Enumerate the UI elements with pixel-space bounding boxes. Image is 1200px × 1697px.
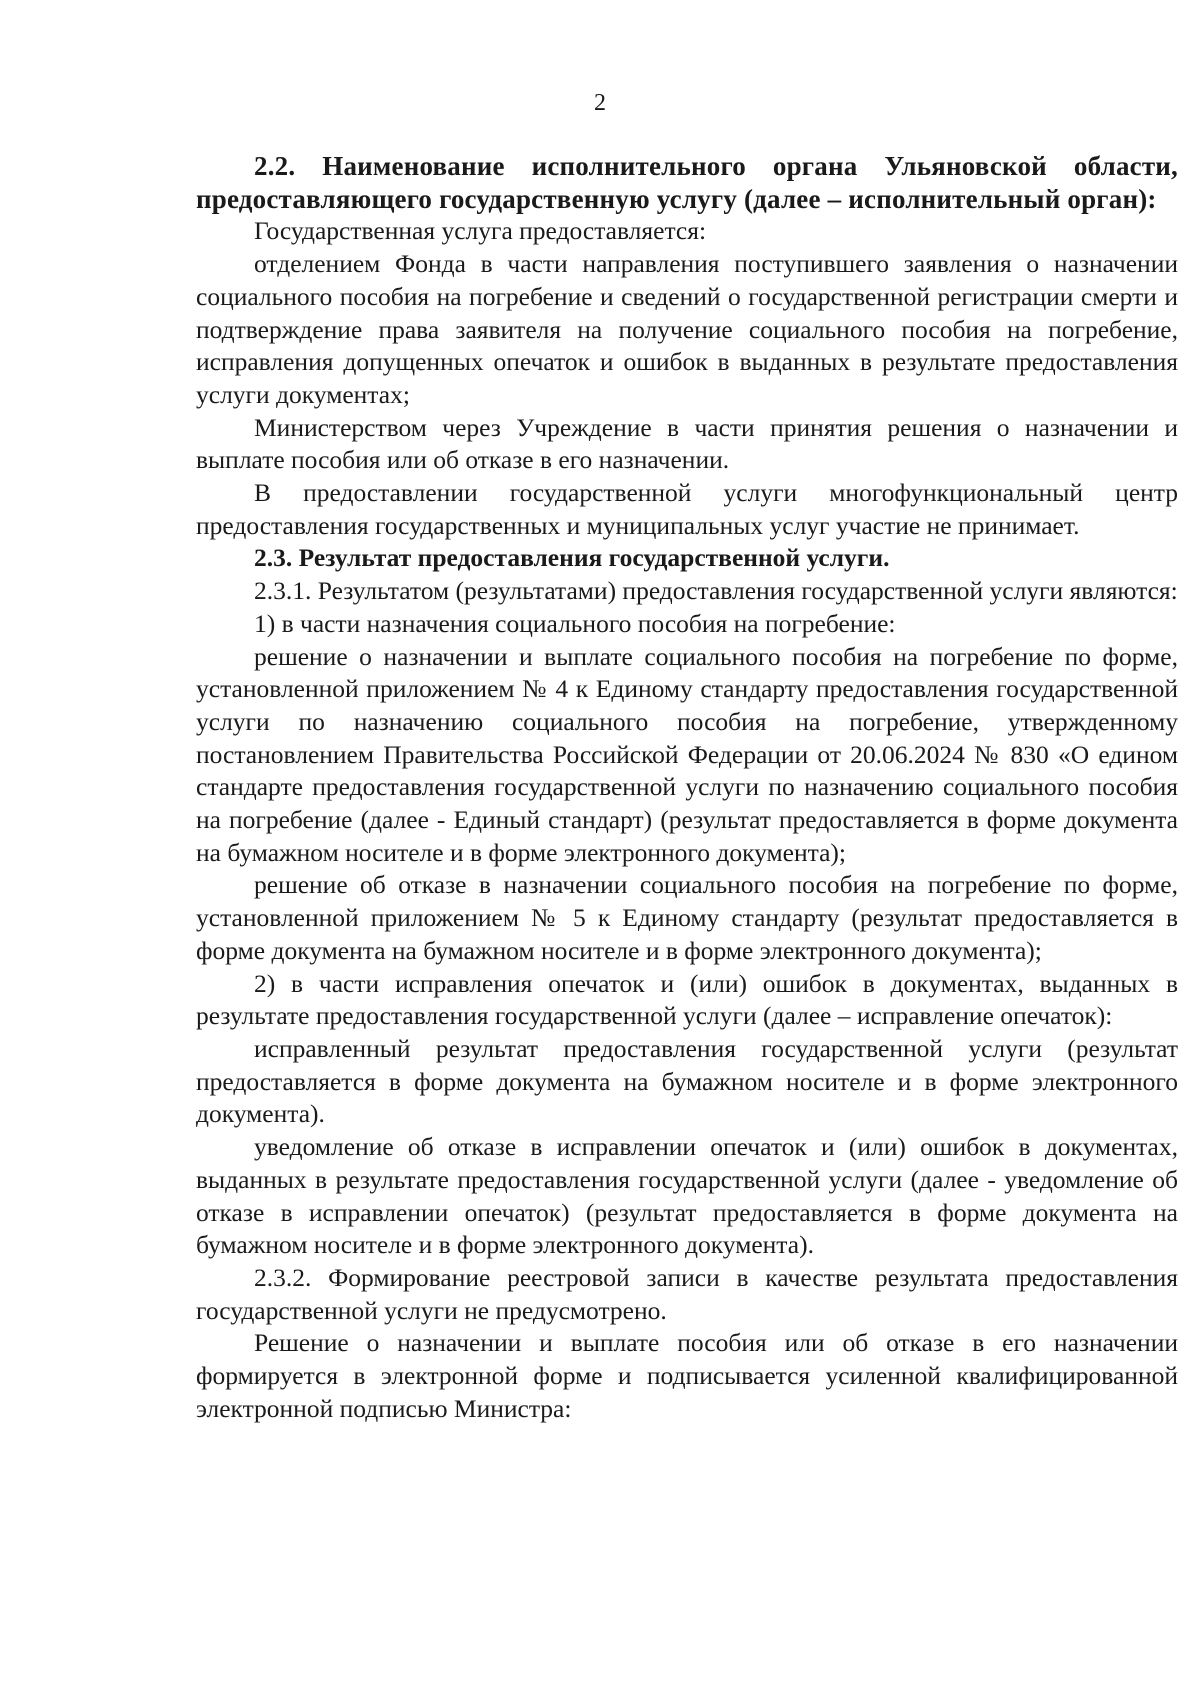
paragraph: 2.3.1. Результатом (результатами) предоставления государственной услуги являются: (254, 576, 1178, 606)
paragraph: уведомление об отказе в исправлении опечаток и (или) ошибок в документах, выданных в результате предоставления государственной услуги (далее - уведомление об отказе в исправлении опечаток) (результат предоставляется в форме документа на бумажном носителе и в форме электронного документа). (196, 1132, 1178, 1260)
section-heading-2-2: 2.2. Наименование исполнительного органа Ульяновской области, предоставляющего государственную услугу (далее – исполнительный орган): (196, 151, 1178, 214)
paragraph: Министерством через Учреждение в части принятия решения о назначении и выплате пособия или об отказе в его назначении. (196, 412, 1178, 475)
paragraph: исправленный результат предоставления государственной услуги (результат предоставляется в форме документа на бумажном носителе и в форме электронного документа). (196, 1033, 1178, 1129)
paragraph: Решение о назначении и выплате пособия или об отказе в его назначении формируется в электронной форме и подписывается усиленной квалифицированной электронной подписью Министра: (196, 1328, 1178, 1423)
paragraph: решение об отказе в назначении социального пособия на погребение по форме, установленной приложением № 5 к Единому стандарту (результат предоставляется в форме документа на бумажном носителе и в форме электронного документа); (196, 870, 1178, 965)
paragraph: 2.3.2. Формирование реестровой записи в качестве результата предоставления государственной услуги не предусмотрено. (196, 1262, 1178, 1325)
document-body (196, 150, 1178, 1425)
paragraph: Государственная услуга предоставляется: (254, 216, 707, 246)
section-heading-2-3: 2.3. Результат предоставления государственной услуги. (254, 543, 890, 573)
paragraph: 2) в части исправления опечаток и (или) ошибок в документах, выданных в результате предоставления государственной услуги (далее – исправление опечаток): (196, 968, 1178, 1031)
paragraph: отделением Фонда в части направления поступившего заявления о назначении социального пособия на погребение и сведений о государственной регистрации смерти и подтверждение права заявителя на получение социального пособия на погребение, исправления допущенных опечаток и ошибок в выданных в результате предоставления услуги документах; (196, 249, 1178, 409)
paragraph: В предоставлении государственной услуги многофункциональный центр предоставления государственных и муниципальных услуг участие не принимает. (196, 478, 1178, 540)
paragraph: решение о назначении и выплате социального пособия на погребение по форме, установленной приложением № 4 к Единому стандарту предоставления государственной услуги по назначению социального пособия на погребение, утвержденному постановлением Правительства Российской Федерации от 20.06.2024 № 830 «О едином стандарте предоставления государственной услуги по назначению социального пособия на погребение (далее - Единый стандарт) (результат предоставляется в форме документа на бумажном носителе и в форме электронного документа); (196, 641, 1178, 867)
page-number: 2 (594, 90, 606, 116)
paragraph: 1) в части назначения социального пособия на погребение: (254, 608, 896, 638)
